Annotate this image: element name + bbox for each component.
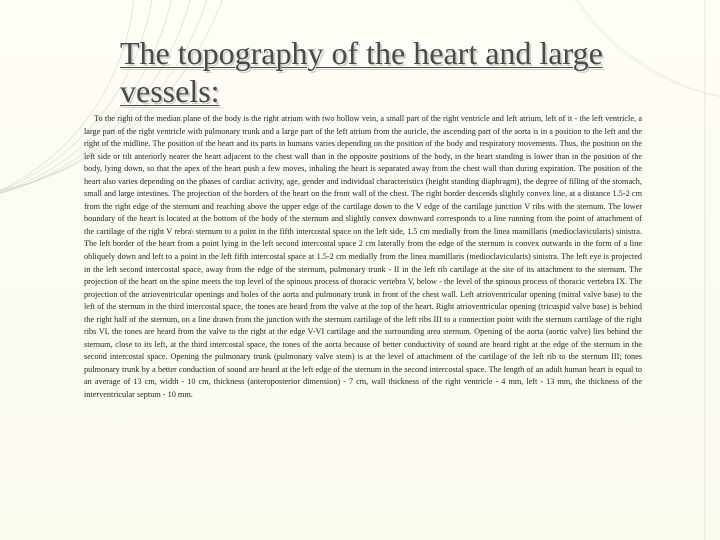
slide-title: The topography of the heart and large vessels: (120, 35, 603, 109)
body-text: To the right of the median plane of the body is the right atrium with two hollow vein, a small part of the right ventricle and left atrium, left of it - the left ventricle, a large part of the right ventricle with pulmonary trunk and a large part of the left atrium from the auricle, the ascending part of the aorta is in a position to the left and the right of the midline. The position of the heart and its parts in humans varies depending on the position of the body and respiratory movements. Thus, the position on the left side or tilt anteriorly nearer the heart adjacent to the chest wall than in the opposite positions of the body, in the heart standing is lower than in the position of the body, lying down, so that the apex of the heart push a few moves, inhaling the heart is separated away from the chest wall than during expiration. The position of the heart also varies depending on the phases of cardiac activity, age, gender and individual characteristics (height standing diaphragm), the degree of filling of the stomach, small and large intestines. The projection of the borders of the heart on the front wall of the chest. The right border descends slightly convex line, at a distance 1.5-2 cm from the right edge of the sternum and reaching above the upper edge of the cartilage down to the V edge of the cartilage junction V ribs with the sternum. The lower boundary of the heart is located at the bottom of the body of the sternum and slightly convex downward corresponds to a line running from the point of attachment of the cartilage of the right V rebra\ sternum to a point in the fifth intercostal space on the left side, 1.5 cm medially from the linea mamillaris (medioclavicularis) sinistra. The left border of the heart from a point lying in the left second intercostal space 2 cm laterally from the edge of the sternum is convex outwards in the form of a line obliquely down and left to a point in the left fifth intercostal space at 1.5-2 cm medially from the linea mamillaris (medioclavicularis) sinistra. The left eye is projected in the left second intercostal space, away from the edge of the sternum, pulmonary trunk - II in the left rib cartilage at the site of its attachment to the sternum. The projection of the heart on the spine meets the top level of the spinous process of thoracic vertebra V, below - the level of the spinous process of thoracic vertebra IX. The projection of the atrioventricular openings and holes of the aorta and pulmonary trunk in front of the chest wall. Left atrioventricular opening (mitral valve base) to the left of the sternum in the third intercostal space, the tones are heard from the valve at the top of the heart. Right atrioventricular opening (tricuspid valve base) is behind the right half of the sternum, on a line drawn from the junction with the sternum cartilage of the left ribs III to a connection point with the sternum cartilage of the right ribs VI, the tones are heard from the valve to the right at the edge V-VI cartilage and the surrounding area sternum. Opening of the aorta (aortic valve) lies behind the sternum, close to its left, at the third intercostal space, the tones of the aorta because of better conductivity of sound are heard right at the edge of the sternum in the second intercostal space. Opening the pulmonary trunk (pulmonary valve stem) is at the level of attachment of the cartilage of the left rib to the sternum III; tones pulmonary trunk by a better conduction of sound are heard at the left edge of the sternum in the second intercostal space. The length of an adult human heart is equal to an average of 13 cm, width - 10 cm, thickness (anteroposterior dimension) - 7 cm, wall thickness of the right ventricle - 4 mm, left - 13 mm, the thickness of the interventricular septum - 10 mm. (84, 114, 642, 400)
